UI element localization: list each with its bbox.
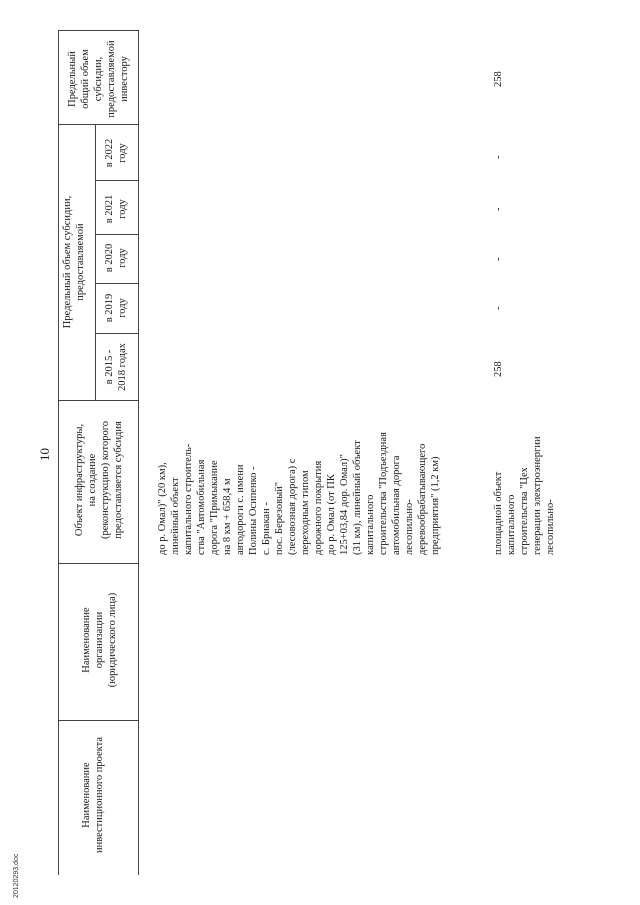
table-top-border	[58, 30, 138, 31]
row1-value-2019: -	[493, 306, 504, 310]
header-total-subsidy: Предельный общий объем субсидии, предоставляемой инвестору	[67, 40, 130, 118]
header-year-2021: в 2021 году	[104, 194, 128, 224]
header-organization: Наименование организации (юридического лица)	[81, 592, 118, 688]
table-divider-project-org	[58, 720, 138, 721]
subsidy-subheader-border	[95, 124, 96, 400]
header-year-2020: в 2020 году	[104, 243, 128, 273]
year-divider-2022	[95, 180, 138, 181]
header-subsidy-by-year: Предельный объем субсидии, предоставляемой	[62, 195, 86, 329]
header-project-name: Наименование инвестиционного проекта	[81, 736, 105, 854]
row1-total: 258	[493, 71, 504, 87]
table-divider-org-infra	[58, 563, 138, 564]
year-divider-2019	[95, 333, 138, 334]
row1-value-2020: -	[493, 257, 504, 261]
header-infrastructure: Объект инфраструктуры, на создание (реконструкцию) которого предоставляется субсидия	[74, 420, 124, 540]
header-year-2015-2018: в 2015 - 2018 годах	[104, 343, 128, 391]
page-number: 10	[37, 448, 52, 461]
table-divider-infra-subsidy	[58, 400, 138, 401]
footer-document-code: 20120293.doc	[13, 853, 20, 898]
header-year-2019: в 2019 году	[104, 293, 128, 323]
row2-object-description: площадной объект капитального строительства "Цех генерации электроэнергии лесопильно-	[493, 436, 556, 555]
header-bottom-border	[138, 30, 139, 875]
row1-object-description: до р. Омал)" (20 км), линейный объект капитального строитель- ства "Автомобильная дорога "Примыкание на 8 км + 658,4 м автодороги с. имени Полины Осипенко - с. Бриакан - пос. Березовый" (лесовозная дорога) с переходным типом дорожного покрытия до р. Омал (от ПК 125+03,84 дор. Омал)" (31 км), линейный объект капитального строительства "Подъездная автомобильная дорога лесопильно- деревообрабатывающего предприятия" (1,2 км)	[157, 432, 441, 555]
row1-value-2022: -	[493, 155, 504, 159]
header-year-2022: в 2022 году	[104, 138, 128, 168]
table-left-border	[58, 30, 59, 875]
row1-value-2021: -	[493, 207, 504, 211]
table-divider-total	[58, 124, 138, 125]
row1-value-2015-2018: 258	[493, 361, 504, 377]
